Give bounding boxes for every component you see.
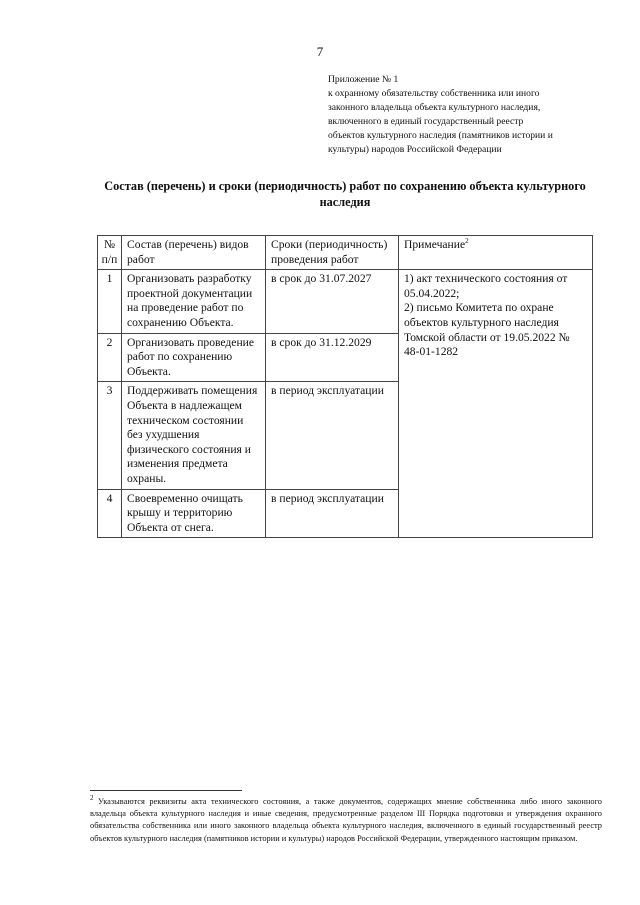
header-num: № п/п: [98, 236, 122, 270]
row-num: 1: [98, 270, 122, 333]
appendix-line: к охранному обязательству собственника или иного: [328, 88, 540, 99]
row-term: в период эксплуатации: [266, 489, 399, 538]
appendix-line: Приложение № 1: [328, 74, 399, 85]
works-table: [97, 235, 593, 538]
row-num: 2: [98, 333, 122, 382]
note-item: 1) акт технического состояния от 05.04.2022;: [404, 272, 568, 300]
row-term: в срок до 31.07.2027: [266, 270, 399, 333]
row-works: Поддерживать помещения Объекта в надлежащем техническом состоянии без ухудшения физического состояния и изменения предмета охраны.: [122, 382, 266, 489]
page-number: 7: [316, 44, 324, 59]
note-cell: [399, 270, 593, 538]
row-num: 4: [98, 489, 122, 538]
note-item: 2) письмо Комитета по охране объектов культурного наследия Томской области от 19.05.2022 № 48-01-1282: [404, 301, 570, 359]
appendix-line: культуры) народов Российской Федерации: [328, 144, 502, 155]
table-header-row: [98, 236, 593, 270]
footnote-number: 2: [90, 794, 94, 803]
header-term: Сроки (периодичность) проведения работ: [266, 236, 399, 270]
appendix-line: объектов культурного наследия (памятников истории и: [328, 130, 553, 141]
document-title: Состав (перечень) и сроки (периодичность) работ по сохранению объекта культурного наследия: [104, 179, 586, 209]
appendix-line: законного владельца объекта культурного наследия,: [328, 102, 541, 113]
header-note: [399, 236, 593, 270]
row-works: Организовать разработку проектной документации на проведение работ по сохранению Объекта.: [122, 270, 266, 333]
footnote: [90, 796, 602, 845]
appendix-header: [328, 73, 598, 157]
footnote-mark: 2: [465, 237, 469, 246]
footnote-divider: [90, 790, 242, 791]
table-row: [98, 270, 593, 333]
row-num: 3: [98, 382, 122, 489]
footnote-text: Указываются реквизиты акта технического состояния, а также документов, содержащих мнение собственника либо иного законного владельца объекта культурного наследия и иные сведения, предусмотренные разделом III Порядка подготовки и утверждения охранного обязательства собственника или иного законного владельца объекта культурного наследия, включенного в единый государственный реестр объектов культурного наследия (памятников истории и культуры) народов Российской Федерации, утвержденного настоящим приказом.: [90, 797, 602, 843]
appendix-line: включенного в единый государственный реестр: [328, 116, 524, 127]
header-note-label: Примечание: [404, 238, 466, 251]
row-term: в срок до 31.12.2029: [266, 333, 399, 382]
row-works: Своевременно очищать крышу и территорию Объекта от снега.: [122, 489, 266, 538]
header-works: Состав (перечень) видов работ: [122, 236, 266, 270]
row-term: в период эксплуатации: [266, 382, 399, 489]
row-works: Организовать проведение работ по сохранению Объекта.: [122, 333, 266, 382]
